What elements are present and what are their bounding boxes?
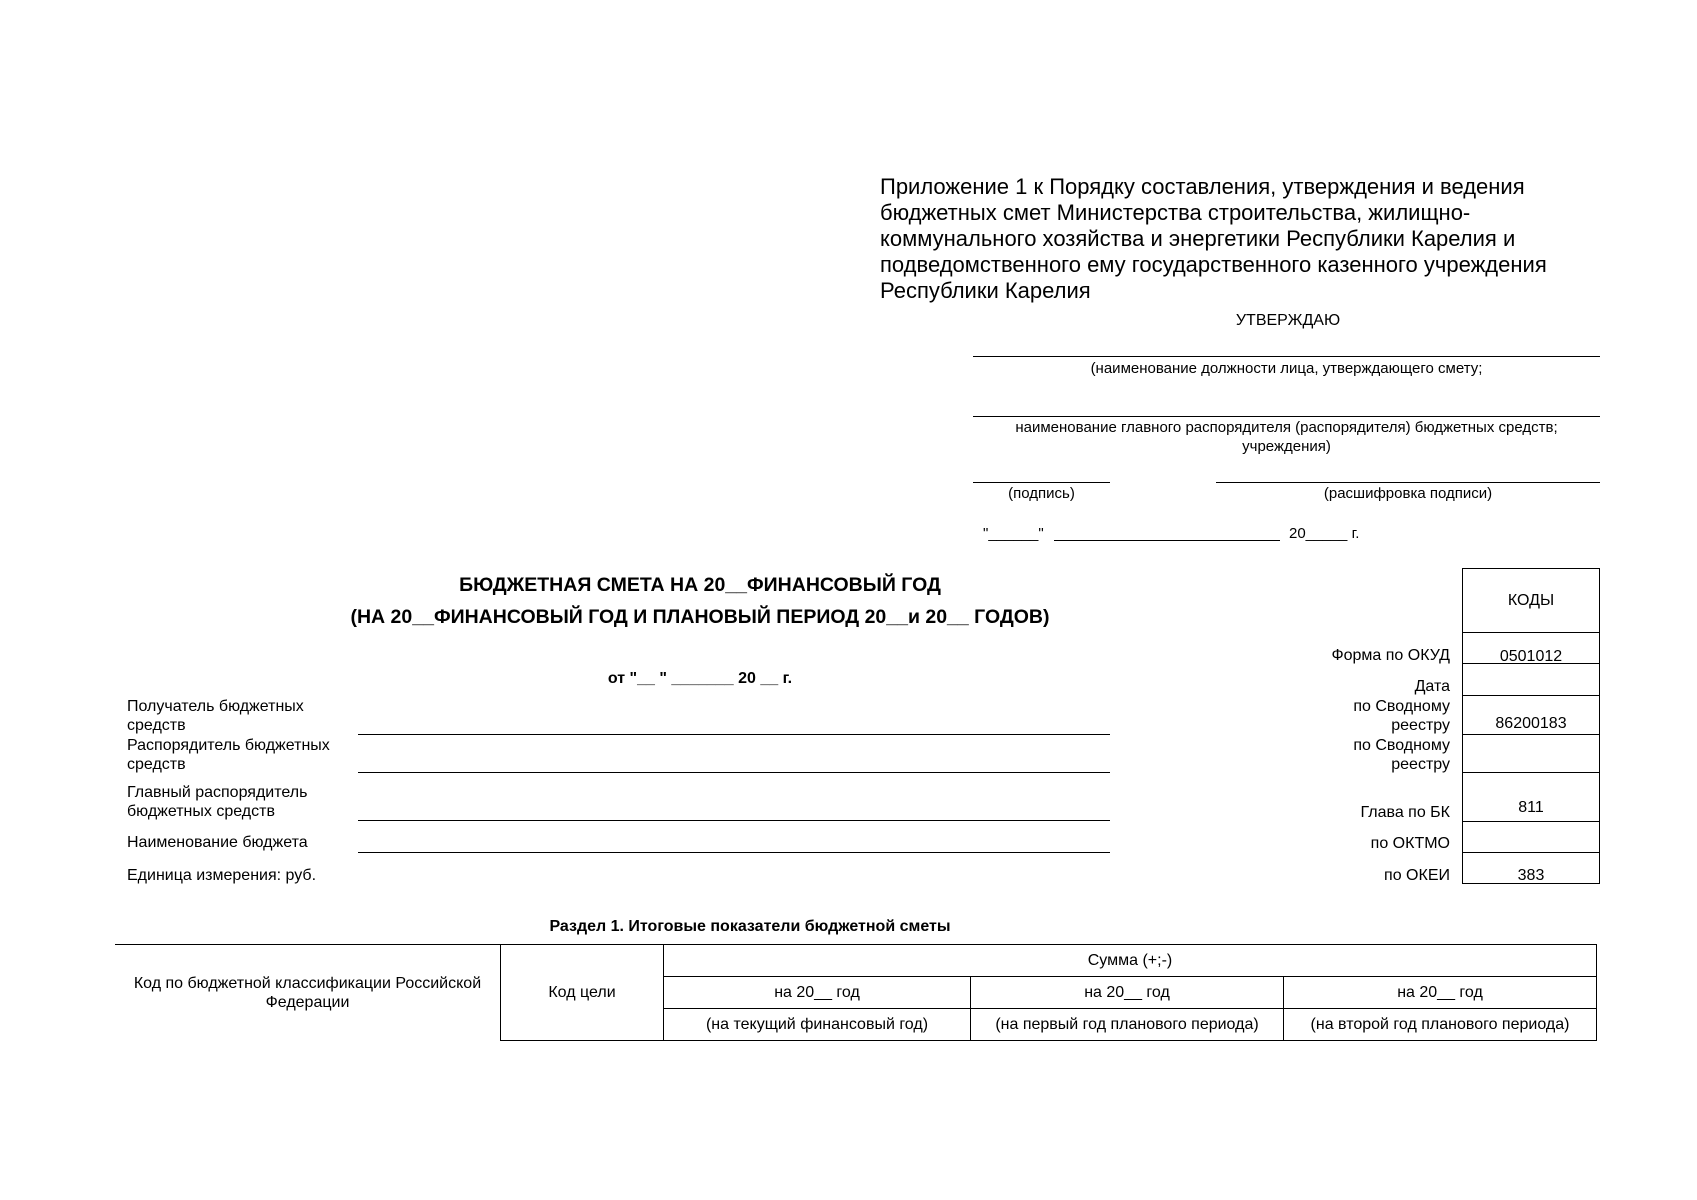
code-label-okud: Форма по ОКУД (1331, 647, 1450, 664)
field-line-budget[interactable] (358, 852, 1110, 853)
code-registry-1[interactable]: 86200183 (1462, 696, 1600, 735)
code-label-oktmo: по ОКТМО (1370, 835, 1450, 852)
code-label-registry-2: по Сводному реестру (1353, 737, 1450, 773)
approve-heading: УТВЕРЖДАЮ (1235, 312, 1341, 329)
signature-caption: (подпись) (1008, 485, 1075, 502)
approve-date-month-line[interactable] (1054, 540, 1280, 541)
col-header-goal: Код цели (501, 945, 664, 1041)
col-header-sum: Сумма (+;-) (664, 945, 1597, 977)
code-label-date: Дата (1414, 678, 1450, 695)
code-oktmo[interactable] (1462, 822, 1600, 853)
document-subtitle: (НА 20__ФИНАНСОВЫЙ ГОД И ПЛАНОВЫЙ ПЕРИОД 20__и 20__ ГОДОВ) (350, 606, 1050, 628)
code-bk[interactable]: 811 (1462, 773, 1600, 822)
code-okei[interactable]: 383 (1462, 853, 1600, 884)
section-top-left-line (115, 944, 500, 945)
code-label-okei: по ОКЕИ (1384, 867, 1450, 884)
col-header-period-2: (на первый год планового периода) (971, 1009, 1284, 1041)
code-label-registry-1: по Сводному реестру (1353, 698, 1450, 734)
field-label-main-manager: Главный распорядитель бюджетных средств (127, 784, 308, 820)
code-okud[interactable]: 0501012 (1462, 633, 1600, 664)
document-title: БЮДЖЕТНАЯ СМЕТА НА 20__ФИНАНСОВЫЙ ГОД (459, 574, 941, 596)
field-label-recipient: Получатель бюджетных средств (127, 698, 304, 734)
field-label-manager: Распорядитель бюджетных средств (127, 737, 330, 773)
approve-date-year[interactable]: 20_____ г. (1289, 525, 1360, 542)
field-label-budget: Наименование бюджета (127, 834, 308, 851)
field-label-unit: Единица измерения: руб. (127, 867, 317, 884)
col-header-period-1: (на текущий финансовый год) (664, 1009, 971, 1041)
signature-decode-line[interactable] (1216, 482, 1600, 483)
section-title: Раздел 1. Итоговые показатели бюджетной сметы (549, 918, 951, 935)
col-header-period-3: (на второй год планового периода) (1284, 1009, 1597, 1041)
code-label-bk: Глава по БК (1360, 804, 1450, 821)
code-date[interactable] (1462, 664, 1600, 696)
col-header-code: Код по бюджетной классификации Российской Федерации (133, 975, 482, 1011)
approve-date-day[interactable]: "______" (983, 525, 1044, 542)
field-line-manager[interactable] (358, 772, 1110, 773)
col-header-year-2: на 20__ год (971, 977, 1284, 1009)
manager-line[interactable] (973, 416, 1600, 417)
signature-line[interactable] (973, 482, 1110, 483)
col-header-year-1: на 20__ год (664, 977, 971, 1009)
position-caption: (наименование должности лица, утверждающего смету; (1090, 360, 1483, 377)
field-line-main-manager[interactable] (358, 820, 1110, 821)
position-line[interactable] (973, 356, 1600, 357)
field-line-recipient[interactable] (358, 734, 1110, 735)
manager-caption: наименование главного распорядителя (распорядителя) бюджетных средств; учреждения) (1015, 419, 1558, 455)
codes-header: КОДЫ (1462, 568, 1600, 633)
document-date: от "__ " _______ 20 __ г. (607, 670, 793, 687)
code-registry-2[interactable] (1462, 735, 1600, 773)
col-header-year-3: на 20__ год (1284, 977, 1597, 1009)
section-table (500, 944, 1597, 1041)
appendix-note: Приложение 1 к Порядку составления, утверждения и ведения бюджетных смет Министерства строительства, жилищно-коммунального хозяйства и энергетики Республики Карелия и подведомственного ему государственного казенного учреждения Республики Карелия (880, 174, 1547, 303)
signature-decode-caption: (расшифровка подписи) (1323, 485, 1493, 502)
